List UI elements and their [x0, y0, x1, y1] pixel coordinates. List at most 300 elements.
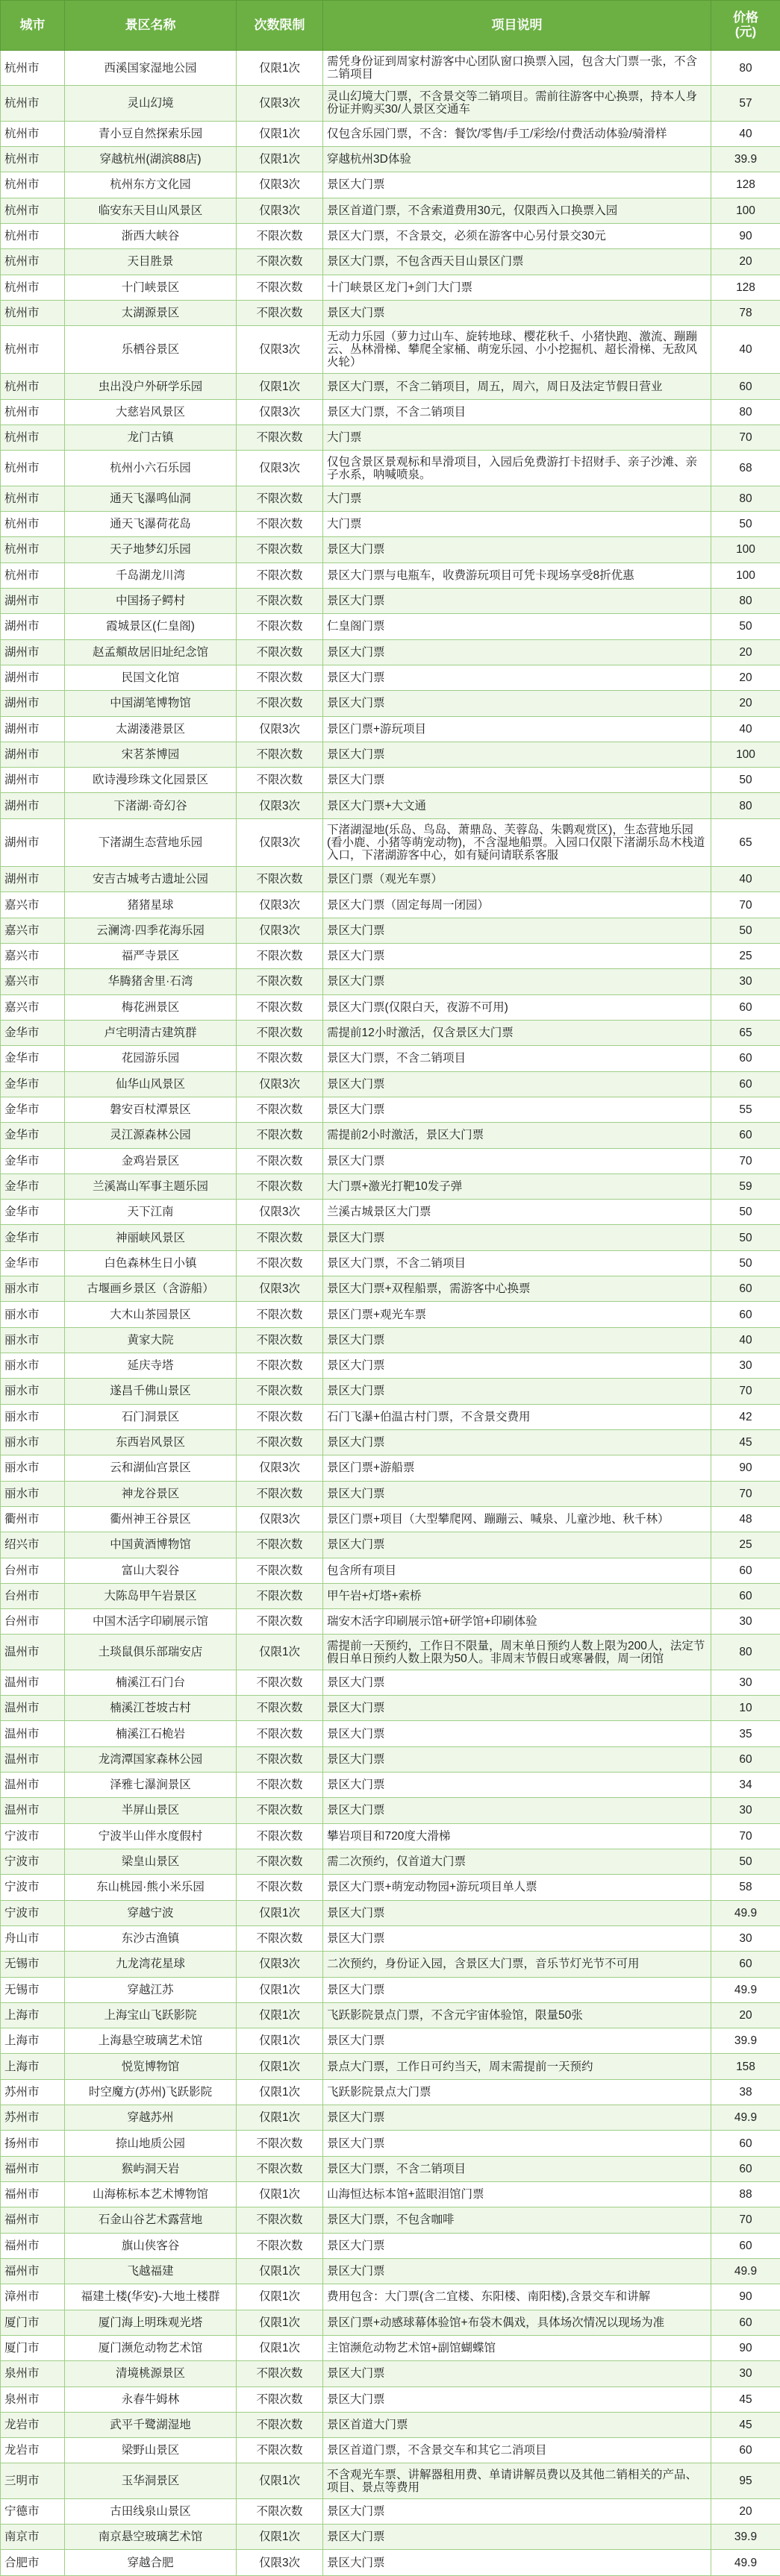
price-cell: 78 [711, 300, 780, 325]
table-row [1, 374, 780, 399]
description-cell: 景区大门票+双程船票，需游客中心换票 [323, 1276, 711, 1302]
table-row [1, 918, 780, 943]
table-row [1, 562, 780, 588]
price-cell: 60 [711, 1952, 780, 1977]
description-cell: 主馆濒危动物艺术馆+副馆蝴蝶馆 [323, 2335, 711, 2360]
city-cell: 宁波市 [1, 1823, 65, 1849]
city-cell: 台州市 [1, 1609, 65, 1635]
price-cell: 90 [711, 2335, 780, 2360]
city-cell: 福州市 [1, 2258, 65, 2284]
visit-limit-cell: 不限次数 [237, 1302, 323, 1327]
city-cell: 温州市 [1, 1721, 65, 1746]
visit-limit-cell: 不限次数 [237, 1925, 323, 1951]
scenic-name-cell: 穿越杭州(湖滨88店) [65, 146, 237, 172]
price-cell: 39.9 [711, 2028, 780, 2054]
city-cell: 金华市 [1, 1097, 65, 1122]
city-cell: 嘉兴市 [1, 892, 65, 918]
scenic-name-cell: 飞越福建 [65, 2258, 237, 2284]
visit-limit-cell: 不限次数 [237, 425, 323, 451]
price-cell: 88 [711, 2182, 780, 2207]
city-cell: 厦门市 [1, 2335, 65, 2360]
visit-limit-cell: 仅限3次 [237, 1200, 323, 1225]
price-cell: 80 [711, 399, 780, 424]
price-cell: 90 [711, 2284, 780, 2310]
price-cell: 60 [711, 1302, 780, 1327]
description-cell: 仅包含乐园门票，不含：餐饮/零售/手工/彩绘/付费活动体验/骑滑样 [323, 121, 711, 146]
city-cell: 温州市 [1, 1746, 65, 1772]
table-row [1, 1635, 780, 1670]
price-cell: 55 [711, 1097, 780, 1122]
scenic-name-cell: 上海悬空玻璃艺术馆 [65, 2028, 237, 2054]
scenic-name-cell: 天下江南 [65, 1200, 237, 1225]
scenic-name-cell: 半屏山景区 [65, 1798, 237, 1823]
visit-limit-cell: 不限次数 [237, 1020, 323, 1045]
visit-limit-cell: 不限次数 [237, 1696, 323, 1721]
visit-limit-cell: 不限次数 [237, 1353, 323, 1379]
price-cell: 80 [711, 793, 780, 818]
price-cell: 40 [711, 867, 780, 892]
visit-limit-cell: 不限次数 [237, 867, 323, 892]
description-cell: 大门票 [323, 425, 711, 451]
scenic-name-cell: 石门洞景区 [65, 1404, 237, 1429]
city-cell: 温州市 [1, 1670, 65, 1695]
price-cell: 90 [711, 1455, 780, 1481]
city-cell: 金华市 [1, 1225, 65, 1250]
description-cell: 需提前12小时激活，仅含景区大门票 [323, 1020, 711, 1045]
city-cell: 丽水市 [1, 1302, 65, 1327]
price-cell: 100 [711, 537, 780, 562]
scenic-name-cell: 宋茗茶博园 [65, 742, 237, 767]
visit-limit-cell: 仅限3次 [237, 1506, 323, 1532]
table-row [1, 2131, 780, 2156]
table-row [1, 451, 780, 486]
header-desc: 项目说明 [323, 1, 711, 51]
visit-limit-cell: 不限次数 [237, 1097, 323, 1122]
description-cell: 景区大门票，不包含西天目山景区门票 [323, 249, 711, 275]
description-cell: 景区大门票，不包含咖啡 [323, 2207, 711, 2233]
table-row [1, 1327, 780, 1353]
city-cell: 泉州市 [1, 2387, 65, 2412]
city-cell: 龙岩市 [1, 2438, 65, 2463]
scenic-name-cell: 下渚湖生态营地乐园 [65, 818, 237, 866]
table-row [1, 2498, 780, 2524]
table-row [1, 1773, 780, 1798]
table-row [1, 2335, 780, 2360]
table-row [1, 1225, 780, 1250]
city-cell: 上海市 [1, 2028, 65, 2054]
scenic-name-cell: 富山大裂谷 [65, 1558, 237, 1583]
scenic-name-cell: 玉华洞景区 [65, 2463, 237, 2498]
description-cell: 大门票 [323, 486, 711, 511]
description-cell: 景区大门票 [323, 172, 711, 198]
scenic-name-cell: 天子地梦幻乐园 [65, 537, 237, 562]
city-cell: 宁波市 [1, 1875, 65, 1900]
table-row [1, 1696, 780, 1721]
table-row [1, 2182, 780, 2207]
scenic-name-cell: 上海宝山飞跃影院 [65, 2002, 237, 2028]
visit-limit-cell: 不限次数 [237, 1250, 323, 1276]
city-cell: 湖州市 [1, 716, 65, 742]
description-cell: 景区首道大门票 [323, 2412, 711, 2437]
description-cell: 景区门票+动感球幕体验馆+布袋木偶戏，具体场次情况以现场为准 [323, 2310, 711, 2335]
description-cell: 景区大门票 [323, 2233, 711, 2258]
scenic-name-cell: 旗山侠客谷 [65, 2233, 237, 2258]
scenic-name-cell: 厦门濒危动物艺术馆 [65, 2335, 237, 2360]
price-cell: 50 [711, 614, 780, 639]
visit-limit-cell: 不限次数 [237, 639, 323, 665]
price-cell: 128 [711, 275, 780, 300]
table-row [1, 1558, 780, 1583]
city-cell: 龙岩市 [1, 2412, 65, 2437]
description-cell: 甲午岩+灯塔+索桥 [323, 1583, 711, 1608]
price-cell: 45 [711, 2387, 780, 2412]
visit-limit-cell: 仅限3次 [237, 818, 323, 866]
header-price: 价格 (元) [711, 1, 780, 51]
visit-limit-cell: 仅限3次 [237, 399, 323, 424]
scenic-name-cell: 杭州小六石乐园 [65, 451, 237, 486]
city-cell: 杭州市 [1, 198, 65, 223]
visit-limit-cell: 不限次数 [237, 537, 323, 562]
price-cell: 50 [711, 1200, 780, 1225]
visit-limit-cell: 仅限3次 [237, 451, 323, 486]
scenic-name-cell: 石金山谷艺术露营地 [65, 2207, 237, 2233]
visit-limit-cell: 不限次数 [237, 944, 323, 969]
description-cell: 景区大门票 [323, 1670, 711, 1695]
price-cell: 20 [711, 691, 780, 716]
scenic-name-cell: 磐安百杖潭景区 [65, 1097, 237, 1122]
visit-limit-cell: 不限次数 [237, 691, 323, 716]
description-cell: 灵山幻境大门票，不含景交等二销项目。需前往游客中心换票，持本人身份证并购买30/人景区交通车 [323, 86, 711, 121]
price-cell: 70 [711, 892, 780, 918]
description-cell: 景区大门票 [323, 1773, 711, 1798]
price-cell: 35 [711, 1721, 780, 1746]
description-cell: 景区大门票，不含二销项目 [323, 1046, 711, 1071]
description-cell: 景区首道门票，不含景交车和其它二消项目 [323, 2438, 711, 2463]
price-cell: 42 [711, 1404, 780, 1429]
description-cell: 飞跃影院景点门票，不含元宇宙体验馆，限量50张 [323, 2002, 711, 2028]
scenic-name-cell: 猴屿洞天岩 [65, 2156, 237, 2181]
table-row [1, 768, 780, 793]
price-cell: 40 [711, 1327, 780, 1353]
description-cell: 景区大门票，不含二销项目，周五，周六，周日及法定节假日营业 [323, 374, 711, 399]
visit-limit-cell: 仅限1次 [237, 121, 323, 146]
price-cell: 60 [711, 2156, 780, 2181]
scenic-name-cell: 云和湖仙宫景区 [65, 1455, 237, 1481]
table-row [1, 2002, 780, 2028]
price-cell: 60 [711, 1558, 780, 1583]
city-cell: 杭州市 [1, 399, 65, 424]
city-cell: 湖州市 [1, 768, 65, 793]
city-cell: 无锡市 [1, 1977, 65, 2002]
description-cell: 瑞安木活字印刷展示馆+研学馆+印刷体验 [323, 1609, 711, 1635]
description-cell: 景区大门票 [323, 944, 711, 969]
price-cell: 30 [711, 1798, 780, 1823]
table-row [1, 2412, 780, 2437]
visit-limit-cell: 不限次数 [237, 1721, 323, 1746]
price-cell: 60 [711, 2310, 780, 2335]
city-cell: 泉州市 [1, 2361, 65, 2387]
description-cell: 景区大门票 [323, 1925, 711, 1951]
city-cell: 湖州市 [1, 614, 65, 639]
price-cell: 49.9 [711, 2258, 780, 2284]
description-cell: 景区大门票 [323, 2361, 711, 2387]
price-cell: 60 [711, 1583, 780, 1608]
description-cell: 景区大门票 [323, 2105, 711, 2131]
scenic-name-cell: 灵江源森林公园 [65, 1123, 237, 1148]
table-row [1, 1276, 780, 1302]
visit-limit-cell: 不限次数 [237, 512, 323, 537]
description-cell: 景区大门票，不含景交，必须在游客中心另付景交30元 [323, 223, 711, 248]
price-cell: 57 [711, 86, 780, 121]
visit-limit-cell: 仅限1次 [237, 146, 323, 172]
city-cell: 杭州市 [1, 223, 65, 248]
table-row [1, 614, 780, 639]
price-cell: 70 [711, 2207, 780, 2233]
description-cell: 景区首道门票，不含索道费用30元，仅限西入口换票入园 [323, 198, 711, 223]
visit-limit-cell: 不限次数 [237, 1823, 323, 1849]
scenic-name-cell: 金鸡岩景区 [65, 1148, 237, 1173]
table-row [1, 2310, 780, 2335]
city-cell: 无锡市 [1, 1952, 65, 1977]
scenic-name-cell: 九龙湾花星球 [65, 1952, 237, 1977]
price-cell: 95 [711, 2463, 780, 2498]
scenic-name-cell: 时空魔方(苏州)飞跃影院 [65, 2079, 237, 2105]
description-cell: 景区大门票 [323, 1900, 711, 1925]
price-cell: 59 [711, 1173, 780, 1199]
visit-limit-cell: 仅限3次 [237, 793, 323, 818]
scenic-name-cell: 民国文化馆 [65, 665, 237, 690]
price-cell: 58 [711, 1875, 780, 1900]
table-row [1, 1506, 780, 1532]
price-cell: 30 [711, 1670, 780, 1695]
price-cell: 65 [711, 1020, 780, 1045]
city-cell: 杭州市 [1, 300, 65, 325]
visit-limit-cell: 不限次数 [237, 588, 323, 613]
description-cell: 大门票 [323, 512, 711, 537]
city-cell: 杭州市 [1, 121, 65, 146]
description-cell: 景区大门票，不含二销项目 [323, 399, 711, 424]
scenic-name-cell: 泽雅七瀑涧景区 [65, 1773, 237, 1798]
table-row [1, 2258, 780, 2284]
table-row [1, 275, 780, 300]
scenic-name-cell: 中国木活字印刷展示馆 [65, 1609, 237, 1635]
description-cell: 景区大门票 [323, 1097, 711, 1122]
description-cell: 景区大门票 [323, 2258, 711, 2284]
table-row [1, 969, 780, 994]
table-row [1, 512, 780, 537]
scenic-name-cell: 梁野山景区 [65, 2438, 237, 2463]
header-name: 景区名称 [65, 1, 237, 51]
visit-limit-cell: 不限次数 [237, 1327, 323, 1353]
visit-limit-cell: 不限次数 [237, 1225, 323, 1250]
table-row [1, 1353, 780, 1379]
city-cell: 台州市 [1, 1558, 65, 1583]
description-cell: 二次预约，身份证入园，含景区大门票，音乐节灯光节不可用 [323, 1952, 711, 1977]
city-cell: 丽水市 [1, 1276, 65, 1302]
city-cell: 苏州市 [1, 2105, 65, 2131]
table-row [1, 742, 780, 767]
city-cell: 金华市 [1, 1123, 65, 1148]
price-cell: 39.9 [711, 146, 780, 172]
price-cell: 10 [711, 1696, 780, 1721]
price-cell: 100 [711, 198, 780, 223]
table-row [1, 1250, 780, 1276]
city-cell: 舟山市 [1, 1925, 65, 1951]
city-cell: 丽水市 [1, 1327, 65, 1353]
description-cell: 需凭身份证到周家村游客中心团队窗口换票入园，包含大门票一张，不含二销项目 [323, 51, 711, 86]
city-cell: 上海市 [1, 2054, 65, 2079]
visit-limit-cell: 仅限1次 [237, 2028, 323, 2054]
table-row [1, 1404, 780, 1429]
scenic-name-cell: 赵孟頫故居旧址纪念馆 [65, 639, 237, 665]
price-cell: 60 [711, 2131, 780, 2156]
visit-limit-cell: 不限次数 [237, 2233, 323, 2258]
city-cell: 杭州市 [1, 172, 65, 198]
table-row [1, 146, 780, 172]
scenic-name-cell: 安吉古城考古遗址公园 [65, 867, 237, 892]
price-cell: 40 [711, 121, 780, 146]
visit-limit-cell: 不限次数 [237, 1148, 323, 1173]
visit-limit-cell: 不限次数 [237, 275, 323, 300]
scenic-name-cell: 仙华山风景区 [65, 1071, 237, 1097]
visit-limit-cell: 仅限1次 [237, 2079, 323, 2105]
scenic-name-cell: 太湖源景区 [65, 300, 237, 325]
visit-limit-cell: 不限次数 [237, 1046, 323, 1071]
city-cell: 温州市 [1, 1696, 65, 1721]
visit-limit-cell: 仅限3次 [237, 716, 323, 742]
visit-limit-cell: 不限次数 [237, 2498, 323, 2524]
price-cell: 39.9 [711, 2525, 780, 2550]
visit-limit-cell: 仅限3次 [237, 1455, 323, 1481]
scenic-name-cell: 悦览博物馆 [65, 2054, 237, 2079]
city-cell: 湖州市 [1, 742, 65, 767]
table-row [1, 1670, 780, 1695]
table-row [1, 944, 780, 969]
description-cell: 景区大门票 [323, 537, 711, 562]
description-cell: 景区大门票 [323, 1798, 711, 1823]
city-cell: 福州市 [1, 2182, 65, 2207]
visit-limit-cell: 不限次数 [237, 249, 323, 275]
table-row [1, 1302, 780, 1327]
price-cell: 30 [711, 1609, 780, 1635]
visit-limit-cell: 不限次数 [237, 1379, 323, 1404]
visit-limit-cell: 不限次数 [237, 2412, 323, 2437]
table-row [1, 486, 780, 511]
visit-limit-cell: 仅限1次 [237, 1900, 323, 1925]
scenic-name-cell: 花园游乐园 [65, 1046, 237, 1071]
description-cell: 景区大门票 [323, 1353, 711, 1379]
visit-limit-cell: 仅限1次 [237, 2310, 323, 2335]
table-row [1, 223, 780, 248]
scenic-name-cell: 延庆寺塔 [65, 1353, 237, 1379]
description-cell: 景区门票（观光车票） [323, 867, 711, 892]
price-cell: 60 [711, 374, 780, 399]
price-cell: 80 [711, 588, 780, 613]
table-row [1, 172, 780, 198]
table-row [1, 2233, 780, 2258]
price-cell: 49.9 [711, 1977, 780, 2002]
scenic-name-cell: 东山桃园·熊小米乐园 [65, 1875, 237, 1900]
scenic-name-cell: 龙湾潭国家森林公园 [65, 1746, 237, 1772]
scenic-name-cell: 穿越苏州 [65, 2105, 237, 2131]
scenic-name-cell: 楠溪江苍坡古村 [65, 1696, 237, 1721]
city-cell: 杭州市 [1, 249, 65, 275]
scenic-name-cell: 中国黄酒博物馆 [65, 1532, 237, 1558]
table-row [1, 1097, 780, 1122]
city-cell: 丽水市 [1, 1429, 65, 1455]
table-row [1, 691, 780, 716]
price-cell: 70 [711, 425, 780, 451]
description-cell: 景区大门票，不含二销项目 [323, 2156, 711, 2181]
scenic-name-cell: 穿越合肥 [65, 2550, 237, 2575]
description-cell: 景区门票+观光车票 [323, 1302, 711, 1327]
scenic-name-cell: 猪猪星球 [65, 892, 237, 918]
scenic-name-cell: 宁波半山伴水度假村 [65, 1823, 237, 1849]
price-cell: 49.9 [711, 1900, 780, 1925]
price-cell: 30 [711, 1925, 780, 1951]
city-cell: 嘉兴市 [1, 994, 65, 1020]
city-cell: 杭州市 [1, 451, 65, 486]
table-row [1, 1746, 780, 1772]
table-row [1, 1900, 780, 1925]
price-cell: 40 [711, 716, 780, 742]
scenic-name-cell: 永春牛姆林 [65, 2387, 237, 2412]
price-cell: 34 [711, 1773, 780, 1798]
table-row [1, 86, 780, 121]
scenic-name-cell: 中国扬子鳄村 [65, 588, 237, 613]
table-row [1, 665, 780, 690]
table-row [1, 867, 780, 892]
city-cell: 丽水市 [1, 1379, 65, 1404]
city-cell: 丽水市 [1, 1353, 65, 1379]
price-cell: 49.9 [711, 2550, 780, 2575]
visit-limit-cell: 仅限3次 [237, 198, 323, 223]
city-cell: 福州市 [1, 2207, 65, 2233]
price-cell: 80 [711, 1635, 780, 1670]
table-row [1, 399, 780, 424]
city-cell: 宁德市 [1, 2498, 65, 2524]
description-cell: 景区大门票 [323, 1696, 711, 1721]
table-row [1, 1977, 780, 2002]
visit-limit-cell: 不限次数 [237, 1583, 323, 1608]
visit-limit-cell: 不限次数 [237, 665, 323, 690]
city-cell: 合肥市 [1, 2550, 65, 2575]
price-cell: 48 [711, 1506, 780, 1532]
description-cell: 仅包含景区景观标和旱滑项目，入园后免费游打卡招财手、亲子沙滩、亲子水系，呐喊喷泉。 [323, 451, 711, 486]
description-cell: 景区门票+游船票 [323, 1455, 711, 1481]
description-cell: 下渚湖湿地(乐岛、鸟岛、萧鼎岛、芙蓉岛、朱鹮观赏区)，生态营地乐园(看小鹿、小猪等萌宠动物)，不含湿地船票。入园口仅限下渚湖乐岛木栈道入口，下渚湖游客中心，如有疑问请联系客服 [323, 818, 711, 866]
visit-limit-cell: 不限次数 [237, 614, 323, 639]
scenic-name-cell: 黄家大院 [65, 1327, 237, 1353]
description-cell: 景区大门票 [323, 639, 711, 665]
table-row [1, 300, 780, 325]
table-row [1, 1532, 780, 1558]
price-cell: 49.9 [711, 2105, 780, 2131]
price-cell: 50 [711, 918, 780, 943]
description-cell: 景区大门票 [323, 742, 711, 767]
visit-limit-cell: 仅限1次 [237, 1635, 323, 1670]
scenic-name-cell: 虫出没户外研学乐园 [65, 374, 237, 399]
visit-limit-cell: 不限次数 [237, 2361, 323, 2387]
price-cell: 50 [711, 1250, 780, 1276]
price-cell: 20 [711, 639, 780, 665]
table-row [1, 1609, 780, 1635]
visit-limit-cell: 不限次数 [237, 562, 323, 588]
price-cell: 50 [711, 768, 780, 793]
scenic-name-cell: 白色森林生日小镇 [65, 1250, 237, 1276]
scenic-name-cell: 神丽峡风景区 [65, 1225, 237, 1250]
price-cell: 90 [711, 223, 780, 248]
